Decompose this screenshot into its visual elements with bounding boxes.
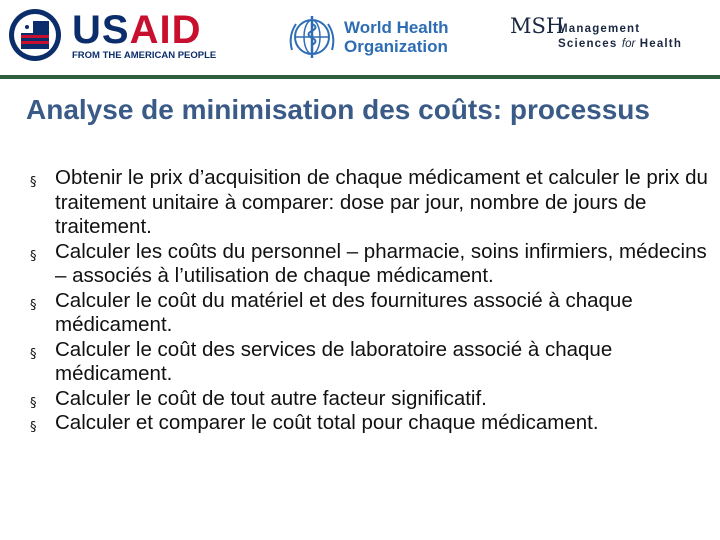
bullet-item xyxy=(28,338,708,387)
who-line2: Organization xyxy=(344,37,448,56)
bullet-item xyxy=(28,166,708,240)
msh-wordmark xyxy=(558,22,682,52)
slide-title: Analyse de minimisation des coûts: processus xyxy=(26,94,650,125)
bullet-item xyxy=(28,411,708,436)
usaid-word-us: US xyxy=(72,8,130,52)
bullet-marker-icon: § xyxy=(30,175,37,190)
usaid-logo xyxy=(8,6,217,68)
who-line1: World Health xyxy=(344,18,449,37)
logo-bar xyxy=(0,0,720,75)
msh-line2-for: for xyxy=(621,38,636,50)
who-emblem-icon xyxy=(286,12,338,62)
bullet-item xyxy=(28,240,708,289)
usaid-word-aid: AID xyxy=(129,8,202,52)
msh-logo xyxy=(510,12,715,56)
usaid-wordmark xyxy=(72,10,201,50)
bullet-text: Calculer le coût des services de laboratoire associé à chaque médicament. xyxy=(55,337,613,385)
msh-line2 xyxy=(558,37,682,52)
bullet-text: Calculer et comparer le coût total pour chaque médicament. xyxy=(55,411,599,434)
msh-line2-b: Health xyxy=(639,38,683,50)
bullet-marker-icon: § xyxy=(30,248,37,264)
bullet-marker-icon: § xyxy=(30,297,37,313)
who-wordmark xyxy=(344,18,449,56)
bullet-marker-icon: § xyxy=(30,420,37,435)
bullet-text: Obtenir le prix d’acquisition de chaque médicament et calculer le prix du traitement unitaire à comparer: dose par jour, nombre de jours de traitement. xyxy=(55,166,708,238)
msh-line2-a: Sciences xyxy=(558,38,618,50)
bullet-text: Calculer le coût de tout autre facteur significatif. xyxy=(55,386,487,410)
bullet-item xyxy=(28,387,708,412)
bullet-item xyxy=(28,289,708,338)
usaid-tagline: FROM THE AMERICAN PEOPLE xyxy=(72,50,217,61)
msh-line1: Management xyxy=(558,23,641,35)
bullet-text: Calculer les coûts du personnel – pharmacie, soins infirmiers, médecins – associés à l’utilisation de chaque médicament. xyxy=(55,239,707,287)
msh-monogram: MSH xyxy=(510,14,565,38)
header-divider xyxy=(0,75,720,79)
bullet-marker-icon: § xyxy=(30,346,37,362)
bullet-marker-icon: § xyxy=(30,395,37,411)
who-logo xyxy=(286,10,456,64)
usaid-seal-icon xyxy=(8,8,62,62)
bullet-text: Calculer le coût du matériel et des fournitures associé à chaque médicament. xyxy=(55,288,633,336)
bullet-list xyxy=(28,166,708,436)
